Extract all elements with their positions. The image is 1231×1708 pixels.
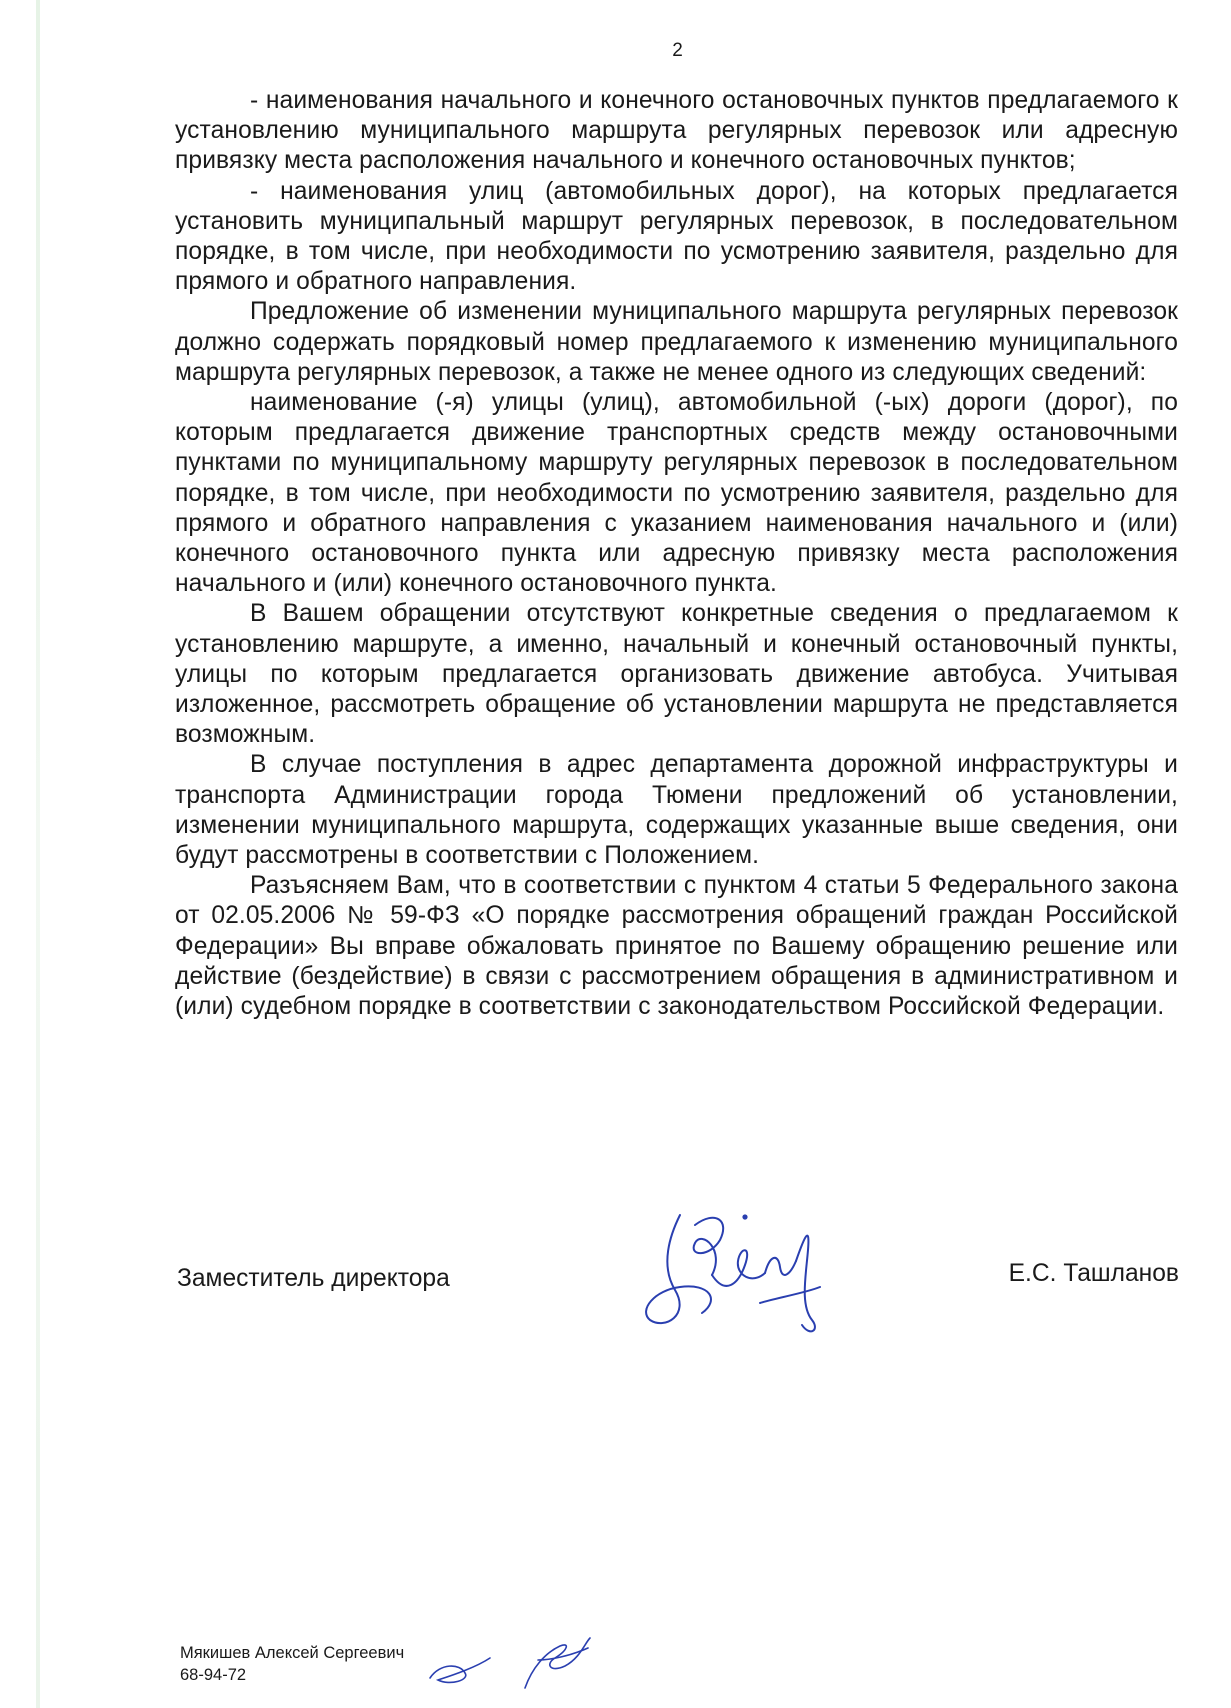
letter-body xyxy=(175,86,1178,1022)
paragraph: наименование (-я) улицы (улиц), автомобильной (-ых) дороги (дорог), по которым предлагается движение транспортных средств между остановочными пунктами по муниципальному маршруту регулярных перевозок в последовательном порядке, в том числе, при необходимости по усмотрению заявителя, раздельно для прямого и обратного направления с указанием наименования начального и (или) конечного остановочного пункта или адресную привязку места расположения начального и (или) конечного остановочного пункта. xyxy=(175,389,1178,598)
executor-phone: 68-94-72 xyxy=(180,1666,247,1684)
paragraph: В Вашем обращении отсутствуют конкретные сведения о предлагаемом к установлению маршруте, а именно, начальный и конечный остановочный пункты, улицы по которым предлагается организовать движение автобуса. Учитывая изложенное, рассмотреть обращение об установлении маршрута не представляется возможным. xyxy=(175,600,1178,749)
executor-signature xyxy=(420,1618,640,1698)
executor-info xyxy=(180,1642,404,1686)
paragraph: Разъясняем Вам, что в соответствии с пунктом 4 статьи 5 Федерального закона от 02.05.2006 № 59-ФЗ «О порядке рассмотрения обращений граждан Российской Федерации» Вы вправе обжаловать принятое по Вашему обращению решение или действие (бездействие) в связи с рассмотрением обращения в административном и (или) судебном порядке в соответствии с законодательством Российской Федерации. xyxy=(175,872,1178,1021)
executor-name: Мякишев Алексей Сергеевич xyxy=(180,1644,405,1662)
handwritten-signature xyxy=(640,1195,890,1355)
paragraph: В случае поступления в адрес департамента дорожной инфраструктуры и транспорта Администрации города Тюмени предложений об установлении, изменении муниципального маршрута, содержащих указанные выше сведения, они будут рассмотрены в соответствии с Положением. xyxy=(175,751,1178,870)
signature-block xyxy=(0,1195,1231,1355)
paragraph: Предложение об изменении муниципального маршрута регулярных перевозок должно содержать порядковый номер предлагаемого к изменению муниципального маршрута регулярных перевозок, а также не менее одного из следующих сведений: xyxy=(175,298,1178,386)
page-number: 2 xyxy=(672,40,683,61)
signatory-name: Е.С. Ташланов xyxy=(1008,1260,1179,1287)
scan-edge xyxy=(36,0,40,1708)
paragraph: - наименования начального и конечного остановочных пунктов предлагаемого к установлению муниципального маршрута регулярных перевозок или адресную привязку места расположения начального и конечного остановочных пунктов; xyxy=(175,87,1178,175)
signatory-position: Заместитель директора xyxy=(177,1265,450,1292)
paragraph: - наименования улиц (автомобильных дорог), на которых предлагается установить муниципальный маршрут регулярных перевозок, в последовательном порядке, в том числе, при необходимости по усмотрению заявителя, раздельно для прямого и обратного направления. xyxy=(175,177,1178,296)
